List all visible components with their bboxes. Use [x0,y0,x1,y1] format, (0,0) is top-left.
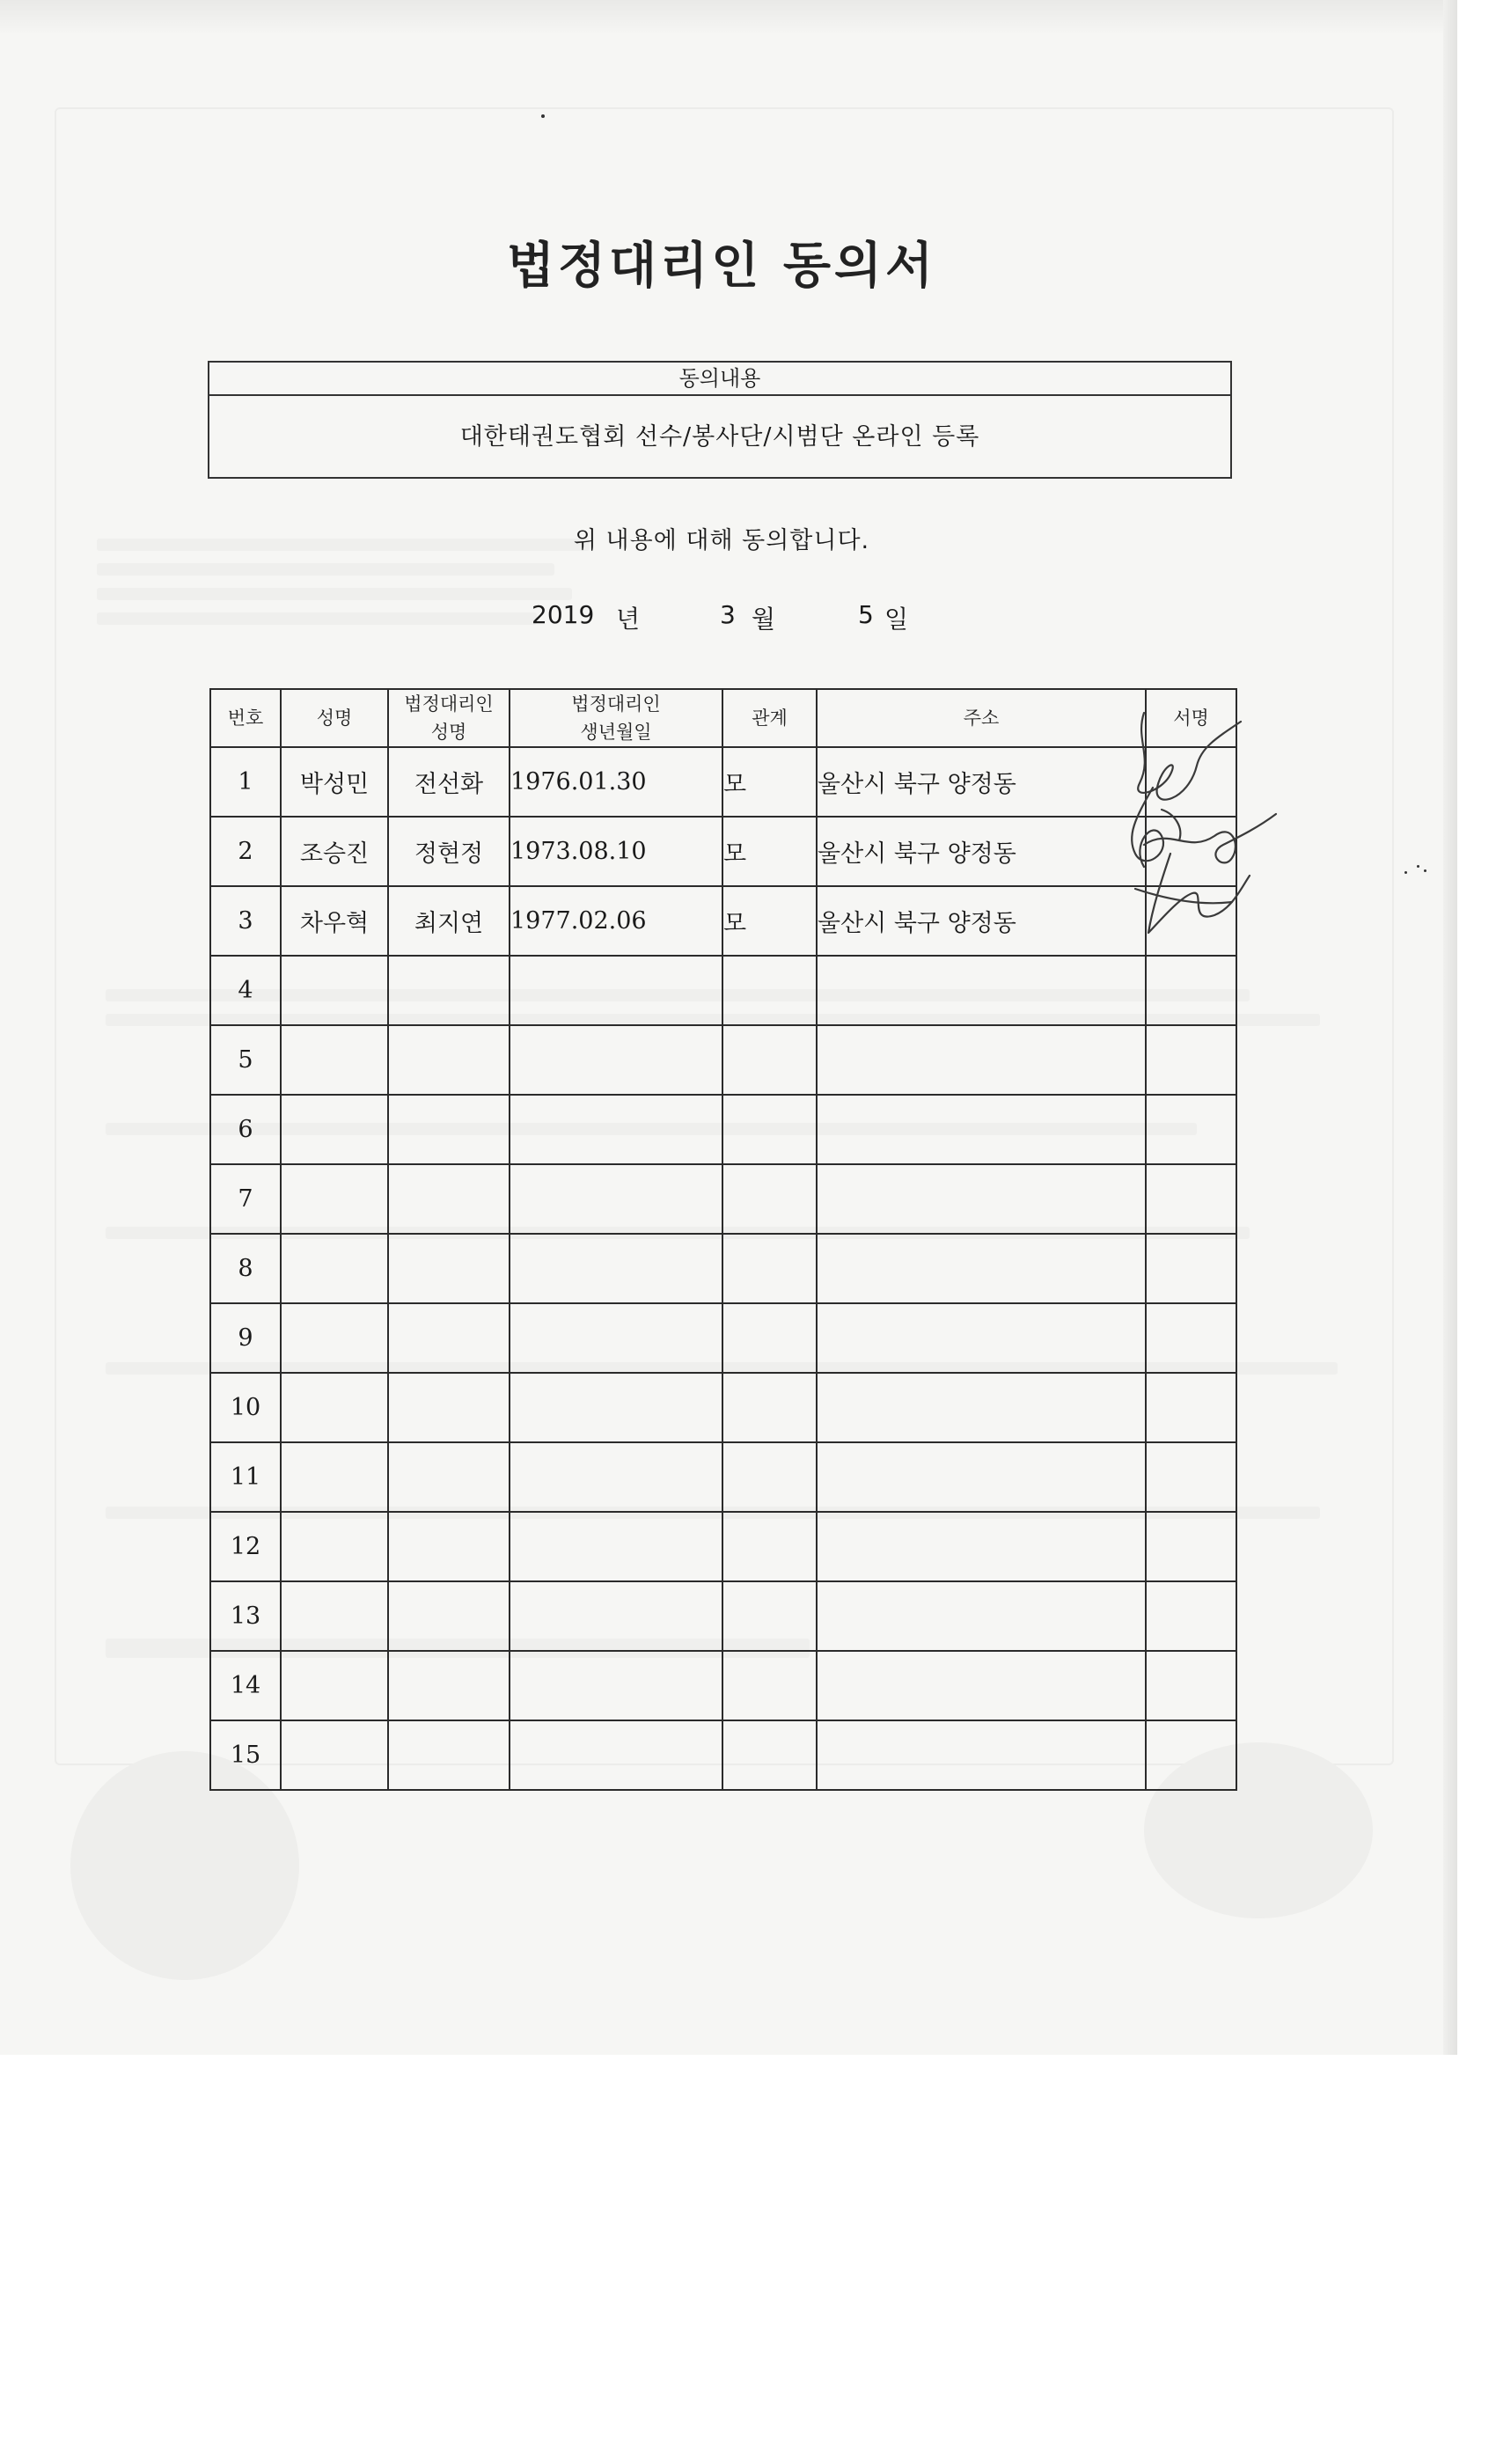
scan-speck [1417,865,1419,868]
row-relation: 모 [722,747,817,817]
header-guardian-name: 법정대리인 성명 [388,689,510,747]
row-name [281,1442,388,1512]
row-guardian-name: 정현정 [388,817,510,886]
row-relation: 모 [722,886,817,956]
row-name [281,1373,388,1442]
row-address [817,1025,1146,1095]
row-name: 차우혁 [281,886,388,956]
row-relation [722,1025,817,1095]
row-guardian-name: 전선화 [388,747,510,817]
row-number: 8 [210,1234,281,1303]
row-guardian-name [388,1581,510,1651]
table-row [210,1720,1236,1790]
row-name [281,1303,388,1373]
row-guardian-birth [510,1720,722,1790]
row-relation [722,1581,817,1651]
row-address [817,1303,1146,1373]
row-number: 9 [210,1303,281,1373]
table-row [210,1303,1236,1373]
row-guardian-name [388,1164,510,1234]
table-header-row [210,689,1236,747]
scan-speck [541,114,545,118]
row-relation [722,956,817,1025]
row-relation [722,1095,817,1164]
row-address [817,1581,1146,1651]
row-guardian-name [388,1512,510,1581]
table-row [210,1512,1236,1581]
row-address [817,1442,1146,1512]
row-number: 3 [210,886,281,956]
row-name [281,1720,388,1790]
row-address [817,1164,1146,1234]
row-address [817,1095,1146,1164]
table-row [210,1234,1236,1303]
row-guardian-birth: 1976.01.30 [510,747,722,817]
row-signature [1146,1651,1236,1720]
row-guardian-birth [510,956,722,1025]
date-day: 5 [858,600,874,629]
row-name [281,1581,388,1651]
consent-box [208,361,1232,479]
table-row [210,886,1236,956]
row-address [817,956,1146,1025]
row-name [281,956,388,1025]
row-guardian-name [388,1442,510,1512]
row-signature [1146,1095,1236,1164]
header-name: 성명 [281,689,388,747]
row-guardian-name [388,1373,510,1442]
row-signature [1146,1442,1236,1512]
row-relation [722,1442,817,1512]
row-guardian-name [388,1303,510,1373]
row-number: 2 [210,817,281,886]
table-row [210,1581,1236,1651]
row-name [281,1512,388,1581]
header-signature: 서명 [1146,689,1236,747]
scan-speck [1404,871,1407,874]
row-guardian-name [388,1720,510,1790]
row-relation [722,1373,817,1442]
row-address [817,1234,1146,1303]
row-signature [1146,1164,1236,1234]
row-guardian-birth [510,1651,722,1720]
row-name [281,1095,388,1164]
scan-top-shadow [0,0,1457,35]
date-month-unit: 월 [752,605,776,634]
row-number: 6 [210,1095,281,1164]
row-address: 울산시 북구 양정동 [817,817,1146,886]
consent-content: 대한태권도협회 선수/봉사단/시범단 온라인 등록 [459,423,980,451]
row-relation [722,1651,817,1720]
header-relation: 관계 [722,689,817,747]
row-address: 울산시 북구 양정동 [817,747,1146,817]
row-address [817,1512,1146,1581]
handwritten-signature [1109,704,1285,968]
row-relation [722,1303,817,1373]
row-relation [722,1234,817,1303]
row-address [817,1720,1146,1790]
date-month: 3 [720,600,736,629]
header-address: 주소 [817,689,1146,747]
row-guardian-name [388,1651,510,1720]
row-number: 14 [210,1651,281,1720]
header-no: 번호 [210,689,281,747]
row-number: 4 [210,956,281,1025]
row-signature [1146,1373,1236,1442]
agreement-statement: 위 내용에 대해 동의합니다. [573,527,870,554]
date-year-unit: 년 [616,605,641,634]
row-number: 5 [210,1025,281,1095]
table-body [210,747,1236,1790]
table-row [210,956,1236,1025]
bleed-through-line [97,588,572,600]
row-guardian-name: 최지연 [388,886,510,956]
row-relation [722,1512,817,1581]
row-guardian-birth [510,1164,722,1234]
guardian-table [209,688,1237,1791]
table-row [210,1025,1236,1095]
table-row [210,1095,1236,1164]
row-guardian-birth [510,1025,722,1095]
row-signature [1146,1512,1236,1581]
row-name [281,1651,388,1720]
date-year: 2019 [532,600,595,629]
row-signature [1146,1303,1236,1373]
consent-header: 동의내용 [209,363,1230,396]
header-guardian-birth: 법정대리인 생년월일 [510,689,722,747]
row-guardian-birth [510,1095,722,1164]
row-guardian-birth [510,1512,722,1581]
row-signature [1146,1234,1236,1303]
row-number: 13 [210,1581,281,1651]
scan-right-shadow [1443,0,1457,2055]
table-row [210,1164,1236,1234]
row-guardian-birth [510,1581,722,1651]
row-number: 11 [210,1442,281,1512]
row-guardian-birth [510,1303,722,1373]
row-number: 1 [210,747,281,817]
row-address [817,1651,1146,1720]
row-guardian-name [388,956,510,1025]
row-name [281,1025,388,1095]
table-row [210,1651,1236,1720]
row-relation [722,1164,817,1234]
row-guardian-name [388,1025,510,1095]
row-guardian-birth [510,1234,722,1303]
table-row [210,817,1236,886]
row-number: 12 [210,1512,281,1581]
scan-speck [1424,869,1426,872]
table-row [210,1373,1236,1442]
bleed-through-line [97,612,537,625]
row-name: 박성민 [281,747,388,817]
row-guardian-birth: 1973.08.10 [510,817,722,886]
row-signature [1146,1720,1236,1790]
row-guardian-birth [510,1373,722,1442]
date-day-unit: 일 [884,605,909,634]
row-name: 조승진 [281,817,388,886]
row-address: 울산시 북구 양정동 [817,886,1146,956]
row-guardian-name [388,1234,510,1303]
row-relation [722,1720,817,1790]
row-relation: 모 [722,817,817,886]
bleed-through-line [97,563,554,576]
row-signature [1146,1025,1236,1095]
row-name [281,1164,388,1234]
row-guardian-birth: 1977.02.06 [510,886,722,956]
row-name [281,1234,388,1303]
table-row [210,1442,1236,1512]
row-address [817,1373,1146,1442]
row-number: 7 [210,1164,281,1234]
row-signature [1146,1581,1236,1651]
table-row [210,747,1236,817]
row-guardian-birth [510,1442,722,1512]
row-guardian-name [388,1095,510,1164]
row-number: 15 [210,1720,281,1790]
document-title: 법정대리인 동의서 [506,237,937,295]
row-number: 10 [210,1373,281,1442]
